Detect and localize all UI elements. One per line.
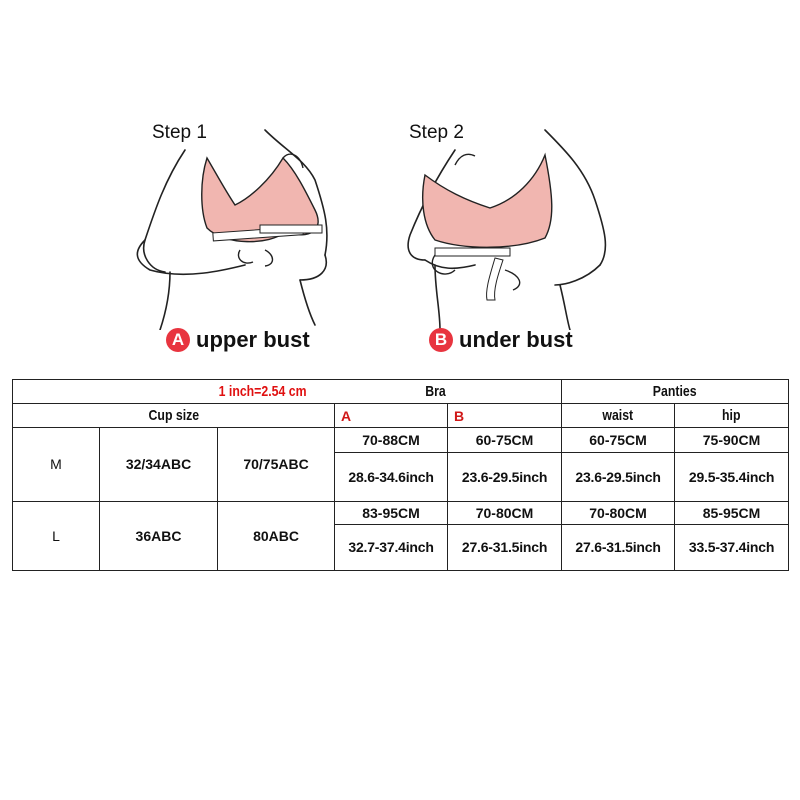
bra-header-cell (335, 380, 562, 404)
m-b-inch: 23.6-29.5inch (448, 453, 562, 501)
cup-m-2: 70/75ABC (218, 428, 335, 501)
step-1-illustration (125, 120, 365, 330)
size-l: L (13, 501, 100, 570)
cup-size-header: Cup size (148, 407, 199, 425)
bra-shape (423, 155, 552, 247)
cup-l-2: 80ABC (218, 501, 335, 570)
cup-m-1: 32/34ABC (100, 428, 218, 501)
m-waist-cm: 60-75CM (562, 428, 675, 453)
l-hip-cm: 85-95CM (675, 501, 789, 524)
conversion-note: 1 inch=2.54 cm (219, 383, 307, 401)
bra-header: Bra (424, 383, 446, 401)
step-2-illustration (395, 120, 625, 330)
badge-a: A (166, 328, 190, 352)
badge-b: B (429, 328, 453, 352)
hip-header: hip (722, 407, 741, 425)
panties-header: Panties (653, 383, 697, 401)
cup-size-header-cell (13, 404, 335, 428)
l-a-cm: 83-95CM (335, 501, 448, 524)
l-waist-inch: 27.6-31.5inch (562, 524, 675, 570)
panties-header-cell (562, 380, 789, 404)
step-2-label: Step 2 (409, 122, 464, 143)
l-a-inch: 32.7-37.4inch (335, 524, 448, 570)
waist-header-cell (562, 404, 675, 428)
m-a-inch: 28.6-34.6inch (335, 453, 448, 501)
cup-l-1: 36ABC (100, 501, 218, 570)
l-waist-cm: 70-80CM (562, 501, 675, 524)
step-2-caption (429, 327, 573, 353)
col-a-header: A (335, 404, 448, 428)
hip-header-cell (675, 404, 789, 428)
m-b-cm: 60-75CM (448, 428, 562, 453)
size-chart-table (12, 379, 789, 571)
measuring-tape-end (487, 258, 503, 300)
waist-header: waist (602, 407, 634, 425)
size-m: M (13, 428, 100, 501)
col-b-header: B (448, 404, 562, 428)
m-a-cm: 70-88CM (335, 428, 448, 453)
m-hip-inch: 29.5-35.4inch (675, 453, 789, 501)
measuring-tape-end (260, 225, 322, 233)
upper-bust-label: upper bust (196, 327, 310, 352)
step-1-caption (166, 327, 310, 353)
step-1-label: Step 1 (152, 122, 207, 143)
m-waist-inch: 23.6-29.5inch (562, 453, 675, 501)
under-bust-label: under bust (459, 327, 573, 352)
m-hip-cm: 75-90CM (675, 428, 789, 453)
conversion-cell (13, 380, 335, 404)
l-b-inch: 27.6-31.5inch (448, 524, 562, 570)
measuring-tape (435, 248, 510, 256)
l-hip-inch: 33.5-37.4inch (675, 524, 789, 570)
l-b-cm: 70-80CM (448, 501, 562, 524)
